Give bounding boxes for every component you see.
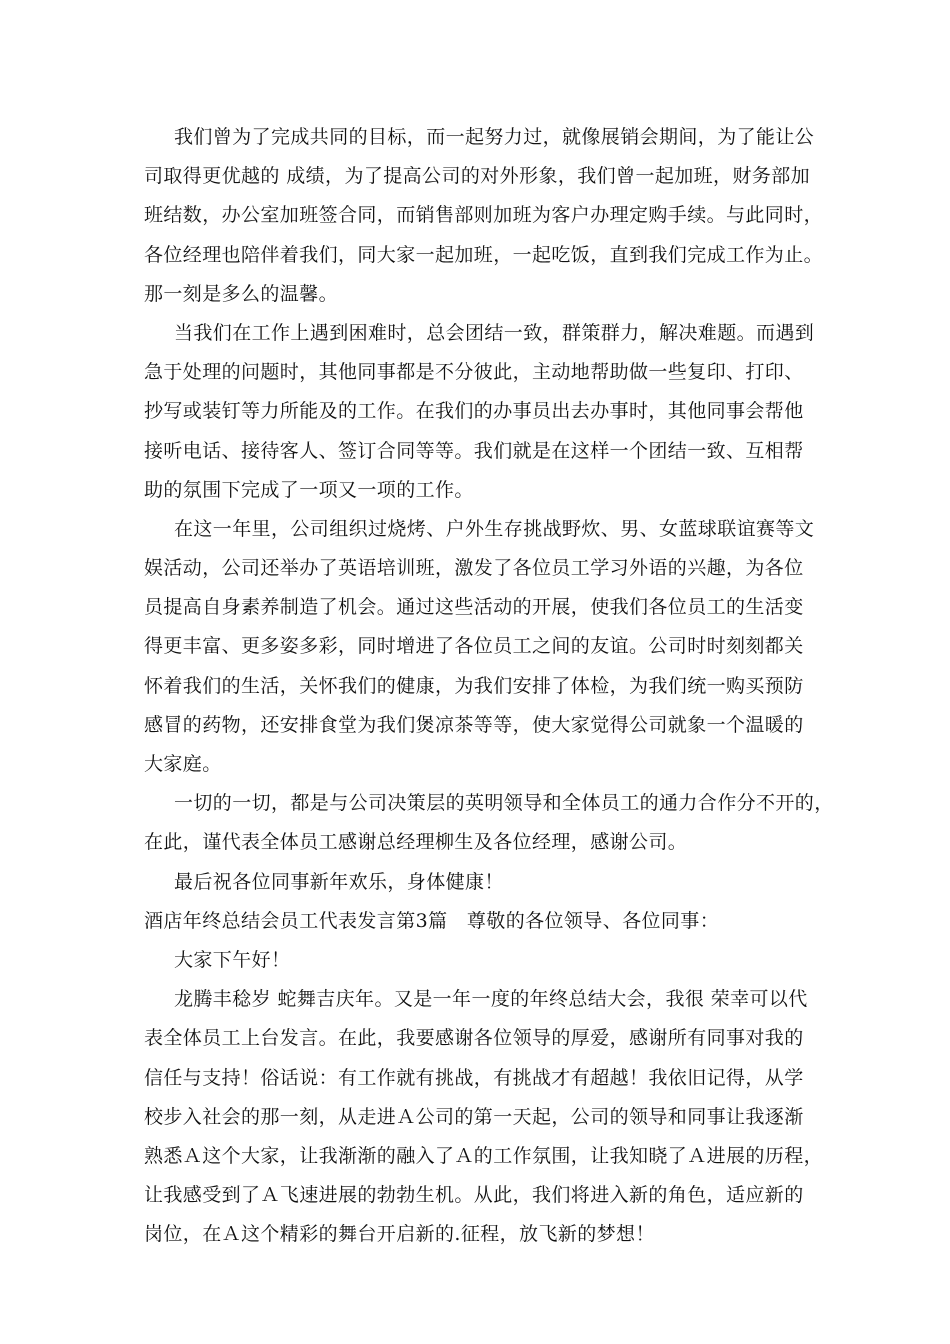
text-line: 一切的一切，都是与公司决策层的英明领导和全体员工的通力合作分不开的， xyxy=(174,792,834,815)
text-line: 表全体员工上台发言。在此，我要感谢各位领导的厚爱，感谢所有同事对我的 xyxy=(144,1027,804,1050)
text-line: 急于处理的问题时，其他同事都是不分彼此，主动地帮助做一些复印、打印、 xyxy=(144,361,804,384)
text-line: 员提高自身素养制造了机会。通过这些活动的开展，使我们各位员工的生活变 xyxy=(144,596,804,619)
text-line: 信任与支持！俗话说：有工作就有挑战，有挑战才有超越！我依旧记得，从学 xyxy=(144,1066,804,1089)
text-line: 那一刻是多么的温馨。 xyxy=(144,282,339,305)
text-line: 岗位，在Ａ这个精彩的舞台开启新的.征程，放飞新的梦想！ xyxy=(144,1223,655,1246)
text-line: 司取得更优越的 成绩，为了提高公司的对外形象，我们曾一起加班，财务部加 xyxy=(144,165,811,188)
text-line: 酒店年终总结会员工代表发言第3篇 尊敬的各位领导、各位同事： xyxy=(144,909,720,932)
text-line: 抄写或装钉等力所能及的工作。在我们的办事员出去办事时，其他同事会帮他 xyxy=(144,400,804,423)
text-line: 让我感受到了Ａ飞速进展的勃勃生机。从此，我们将进入新的角色，适应新的 xyxy=(144,1184,804,1207)
text-line: 助的氛围下完成了一项又一项的工作。 xyxy=(144,478,474,501)
text-line: 感冒的药物，还安排食堂为我们煲凉茶等等，使大家觉得公司就象一个温暖的 xyxy=(144,713,804,736)
text-line: 得更丰富、更多姿多彩，同时增进了各位员工之间的友谊。公司时时刻刻都关 xyxy=(144,635,804,658)
text-line: 最后祝各位同事新年欢乐，身体健康！ xyxy=(174,870,504,893)
text-line: 怀着我们的生活，关怀我们的健康，为我们安排了体检，为我们统一购买预防 xyxy=(144,674,804,697)
text-line: 娱活动，公司还举办了英语培训班，激发了各位员工学习外语的兴趣，为各位 xyxy=(144,557,804,580)
text-line: 校步入社会的那一刻，从走进Ａ公司的第一天起，公司的领导和同事让我逐渐 xyxy=(144,1105,804,1128)
text-line: 大家庭。 xyxy=(144,753,222,775)
text-line: 在此，谨代表全体员工感谢总经理柳生及各位经理，感谢公司。 xyxy=(144,831,688,854)
text-line: 熟悉Ａ这个大家，让我渐渐的融入了Ａ的工作氛围，让我知晓了Ａ进展的历程， xyxy=(144,1144,824,1167)
text-line: 接听电话、接待客人、签订合同等等。我们就是在这样一个团结一致、互相帮 xyxy=(144,439,804,462)
text-line: 龙腾丰稔岁 蛇舞吉庆年。又是一年一度的年终总结大会，我很 荣幸可以代 xyxy=(174,988,808,1011)
text-line: 在这一年里，公司组织过烧烤、户外生存挑战野炊、男、女蓝球联谊赛等文 xyxy=(174,517,815,540)
text-line: 班结数，办公室加班签合同，而销售部则加班为客户办理定购手续。与此同时， xyxy=(144,204,824,227)
text-line: 各位经理也陪伴着我们，同大家一起加班，一起吃饭，直到我们完成工作为止。 xyxy=(144,243,824,266)
text-line: 大家下午好！ xyxy=(174,948,291,971)
text-line: 当我们在工作上遇到困难时，总会团结一致，群策群力，解决难题。而遇到 xyxy=(174,321,815,344)
text-line: 我们曾为了完成共同的目标，而一起努力过，就像展销会期间，为了能让公 xyxy=(174,126,815,148)
document-body xyxy=(144,118,834,1254)
